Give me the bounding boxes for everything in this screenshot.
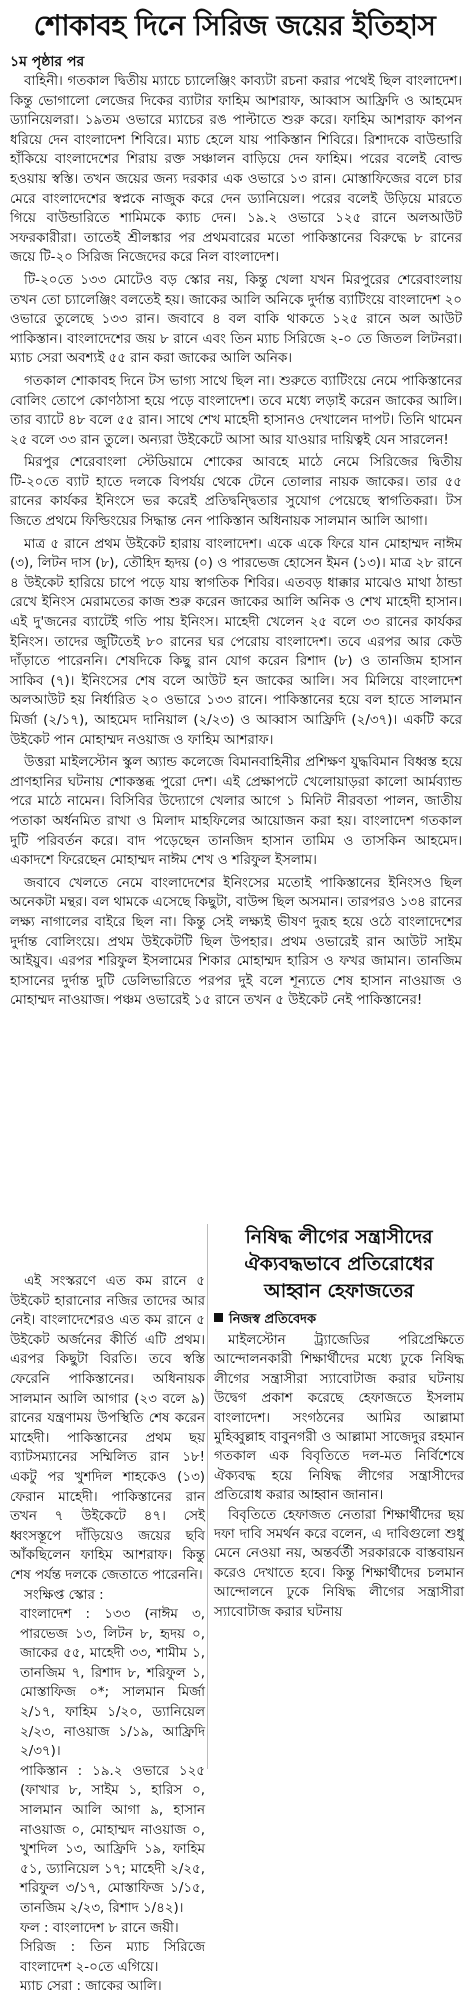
byline-text: নিজস্ব প্রতিবেদক [229,1312,317,1327]
continuation-note: ১ম পৃষ্ঠার পর [10,54,85,70]
sidebar-headline: নিষিদ্ধ লীগের সন্ত্রাসীদের ঐক্যবদ্ধভাবে প্রতিরোধের আহ্বান হেফাজতের [244,1226,434,1302]
sidebar-paragraph: মাইলস্টোন ট্র্যাজেডির পরিপ্রেক্ষিতে আন্দোলনকারী শিক্ষার্থীদের মধ্যে ঢুকে নিষিদ্ধ লীগের সন্ত্রাসীরা স্যাবোটাজ করার ঘটনায় উদ্বেগ প্রকাশ করেছে হেফাজতে ইসলাম বাংলাদেশ। সংগঠনের আমির আল্লামা মুহিব্বুল্লাহ বাবুনগরী ও আল্লামা সাজেদুর রহমান গতকাল এক বিবৃতিতে দল-মত নির্বিশেষে ঐক্যবদ্ধ হয়ে নিষিদ্ধ লীগের সন্ত্রাসীদের প্রতিরোধ করার আহ্বান জানান। [214,1333,464,1504]
article-continuation-column [10,1272,205,1995]
article-paragraph: জবাবে খেলতে নেমে বাংলাদেশের ইনিংসের মতোই পাকিস্তানের ইনিংসও ছিল অনেকটা মন্থর। বল থামকে এসেছে কিছুটা, বাউন্স ছিল অসমান। তারপরও ১৩৪ রানের লক্ষ্য নাগালের বাইরে ছিল না। কিন্তু সেই লক্ষ্যই ভীষণ দুরূহ হয়ে ওঠে বাংলাদেশের দুর্দান্ত বোলিংয়ে। প্রথম উইকেটটি ছিল উপহার। প্রথম ওভারেই রান আউট সাইম আইয়ুব। এরপর শরিফুল ইসলামের শিকার মোহাম্মদ হারিস ও ফখর জামান। তানজিম হাসানের দুর্দান্ত দুটি ডেলিভারিতে পরপর দুই বলে শূন্যতে শেষ হাসান নাওয়াজ ও মোহাম্মদ নাওয়াজ। পঞ্চম ওভারেই ১৫ রানে তখন ৫ উইকেট নেই পাকিস্তানের! [10,875,462,1009]
article-paragraph: মাত্র ৫ রানে প্রথম উইকেট হারায় বাংলাদেশ। একে একে ফিরে যান মোহাম্মদ নাঈম (৩), লিটন দাস (৮), তৌহিদ হৃদয় (০) ও পারভেজ হোসেন ইমন (১৩)। মাত্র ২৮ রানে ৪ উইকেট হারিয়ে চাপে পড়ে যায় স্বাগতিক শিবির। এতবড় ধাক্কার মাঝেও মাথা ঠান্ডা রেখে ইনিংস মেরামতের কাজ শুরু করেন জাকের আলি অনিক ও শেখ মাহেদী হাসান। এই দু'জনের ব্যাটেই গতি পায় ইনিংস। মাহেদী খেলেন ২৫ বলে ৩৩ রানের কার্যকর ইনিংস। তাদের জুটিতেই ৮০ রানের ঘর পেরোয় বাংলাদেশ। তবে এরপর আর কেউ দাঁড়াতে পারেননি। শেষদিকে কিছু রান যোগ করেন রিশাদ (৮) ও তানজিম হাসান সাকিব (৭)। ইনিংসের শেষ বলে আউট হন জাকের আলি। সব মিলিয়ে বাংলাদেশ অলআউট হয় নির্ধারিত ২০ ওভারে ১৩৩ রানে। পাকিস্তানের হয়ে বল হাতে সালমান মির্জা (২/১৭), আহমেদ দানিয়াল (২/২৩) ও আব্বাস আফ্রিদি (২/৩৭)। একটি করে উইকেট পান মোহাম্মদ নওয়াজ ও ফাহিম আশরাফ। [10,536,462,748]
sidebar-paragraph: বিবৃতিতে হেফাজত নেতারা শিক্ষার্থীদের ছয় দফা দাবি সমর্থন করে বলেন, এ দাবিগুলো শুধু মেনে নেওয়া নয়, অন্তর্বর্তী সরকারকে বাস্তবায়ন করেও দেখাতে হবে। কিন্তু শিক্ষার্থীদের চলমান আন্দোলনে ঢুকে নিষিদ্ধ লীগের সন্ত্রাসীরা স্যাবোটাজ করার ঘটনায় [214,1507,464,1620]
article-paragraph: বাহিনী। গতকাল দ্বিতীয় ম্যাচে চ্যালেঞ্জিং কাব্যটা রচনা করার পথেই ছিল বাংলাদেশ। কিন্তু ভোগালো লেজের দিকের ব্যাটার ফাহিম আশরাফ, আব্বাস আফ্রিদি ও আহমেদ ড্যানিয়েলরা। ১৯তম ওভারে ম্যাচের রঙ পাল্টাতে শুরু করে। ফাহিম আশরাফ কাপন ধরিয়ে দেন বাংলাদেশ শিবিরে। ম্যাচ হেলে যায় পাকিস্তান শিবিরে। রিশাদকে বাউন্ডারি হাঁকিয়ে বাংলাদেশের শিরায় রক্ত সঞ্চালন বাড়িয়ে দেন ফাহিম। পরের বলেই বোল্ড হওয়ায় স্বস্তি। তখন জয়ের জন্য দরকার এক ওভারে ১৩ রান। মোস্তাফিজের বলে চার মেরে বাংলাদেশের স্বপ্নকে নাজুক করে দেন ড্যানিয়েল। পরের বলেই উড়িয়ে মারতে গিয়ে বাউন্ডারিতে শামিমকে ক্যাচ দেন। ১৯.২ ওভারে ১২৫ রানে অলআউট সফরকারীরা। তাতেই শ্রীলঙ্কার পর প্রথমবারের মতো পাকিস্তানের বিরুদ্ধে ৮ রানের জয়ে টি-২০ সিরিজ নিজেদের করে নিল বাংলাদেশ। [10,74,462,266]
byline-square-icon [214,1313,223,1322]
headline: শোকাবহ দিনে সিরিজ জয়ের ইতিহাস [33,9,436,42]
article-paragraph: গতকাল শোকাবহ দিনে টস ভাগ্য সাথে ছিল না। শুরুতে ব্যাটিংয়ে নেমে পাকিস্তানের বোলিং তোপে কোণঠাসা হয়ে পড়ে বাংলাদেশ। তবে মধ্যে লড়াই করেন জাকের আলি। তার ব্যাটে ৪৮ বলে ৫৫ রান। সাথে শেখ মাহেদী হাসানও দেখালেন দাপট। তিনি থামেন ২৫ বলে ৩৩ রান তুলে। অন্যরা উইকেটে আসা আর যাওয়ার দায়িত্বই যেন সারলেন! [10,373,462,448]
article-paragraph: টি-২০তে ১৩৩ মোটেও বড় স্কোর নয়, কিন্তু খেলা যখন মিরপুরের শেরেবাংলায় তখন তো চ্যালেঞ্জিং বলতেই হয়। জাকের আলি অনিকে দুর্দান্ত ব্যাটিংয়ে বাংলাদেশ ২০ ওভারে তুলেছে ১৩৩ রান। জবাবে ৪ বল বাকি থাকতে ১২৫ রানে অল আউট পাকিস্তান। বাংলাদেশের জয় ৮ রানে এবং তিন ম্যাচ সিরিজে ২-০ তে জিতল লিটনরা। ম্যাচ সেরা অবশ্যই ৫৫ রান করা জাকের আলি অনিক। [10,272,462,367]
scorecard-series: সিরিজ : তিন ম্যাচ সিরিজে বাংলাদেশ ২-০তে এগিয়ে। [20,1940,205,1975]
scorecard-title: সংক্ষিপ্ত স্কোর : [24,1587,104,1603]
sidebar-article [214,1224,464,1769]
scorecard-result: ফল : বাংলাদেশ ৮ রানে জয়ী। [20,1920,179,1936]
scorecard-player-of-match: ম্যাচ সেরা : জাকের আলি। [20,1979,162,1995]
byline [214,1311,464,1329]
column-divider [207,1224,208,1769]
sidebar-body [214,1331,464,1622]
article-body [10,72,462,1272]
article-paragraph: এই সংস্করণে এত কম রানে ৫ উইকেট হারানোর নজির তাদের আর নেই। বাংলাদেশেরও এত কম রানে ৫ উইকেট অর্জনের কীর্তি এটি প্রথম। এরপর কিছুটা বিরতি। তবে স্বস্তি ফেরেনি পাকিস্তানের। অধিনায়ক সালমান আলি আগার (২৩ বলে ৯) রানের যন্ত্রণাময় উপস্থিতি শেষ করেন মাহেদী। পাকিস্তানের প্রথম ছয় ব্যাটসম্যানের সম্মিলিত রান ১৮! একটু পর খুশদিল শাহকেও (১৩) ফেরান মাহেদী। পাকিস্তানের রান তখন ৭ উইকেটে ৪৭। সেই ধ্বংসস্তূপে দাঁড়িয়েও জয়ের ছবি আঁকছিলেন ফাহিম আশরাফ। কিন্তু শেষ পর্যন্ত দলকে জেতাতে পারেননি। [10,1274,205,1583]
article-paragraph: মিরপুর শেরেবাংলা স্টেডিয়ামে শোকের আবহে মাঠে নেমে সিরিজের দ্বিতীয় টি-২০তে ব্যাট হাতে দলকে বিপর্যয় থেকে টেনে তোলার নায়ক জাকের। তার ৫৫ রানের কার্যকর ইনিংসে ভর করেই প্রতিদ্বন্দ্বিতার সুযোগ পেয়েছে স্বাগতিকরা। টস জিতে প্রথমে ফিল্ডিংয়ের সিদ্ধান্ত নেন পাকিস্তান অধিনায়ক সালমান আলি আগা। [10,455,462,530]
scorecard-pakistan: পাকিস্তান : ১৯.২ ওভারে ১২৫ (ফাখার ৮, সাইম ১, হারিস ০, সালমান আলি আগা ৯, হাসান নাওয়াজ ০, মোহাম্মদ নাওয়াজ ০, খুশদিল ১৩, আফ্রিদি ১৯, ফাহিম ৫১, ড্যানিয়েল ১৭; মাহেদী ২/২৫, শরিফুল ৩/১৭, মোস্তাফিজ ১/১৫, তানজিম ২/২৩, রিশাদ ১/৪২)। [20,1763,205,1916]
article-paragraph: উত্তরা মাইলস্টোন স্কুল অ্যান্ড কলেজে বিমানবাহিনীর প্রশিক্ষণ যুদ্ধবিমান বিধ্বস্ত হয়ে প্রাণহানির ঘটনায় শোকস্তব্ধ পুরো দেশ। এই প্রেক্ষাপটে খেলোয়াড়রা কালো আর্মব্যান্ড পরে মাঠে নামেন। বিসিবির উদ্যোগে খেলার আগে ১ মিনিট নীরবতা পালন, জাতীয় পতাকা অর্ধনমিত রাখা ও মিলাদ মাহফিলের আয়োজন করা হয়। বাংলাদেশ গতকাল দুটি পরিবর্তন করে। বাদ পড়েছেন তানজিদ হাসান তামিম ও তাসকিন আহমেদ। একাদশে ফিরেছেন মোহাম্মদ নাঈম শেখ ও শরিফুল ইসলাম। [10,755,462,869]
scorecard-bangladesh: বাংলাদেশ : ১৩৩ (নাঈম ৩, পারভেজ ১৩, লিটন ৮, হৃদয় ০, জাকের ৫৫, মাহেদী ৩৩, শামীম ১, তানজিম ৭, রিশাদ ৮, শরিফুল ১, মোস্তাফিজ ০*; সালমান মির্জা ২/১৭, ফাহিম ১/২০, ড্যানিয়েল ২/২৩, নাওয়াজ ১/১৯, আফ্রিদি ২/৩৭)। [20,1607,205,1760]
